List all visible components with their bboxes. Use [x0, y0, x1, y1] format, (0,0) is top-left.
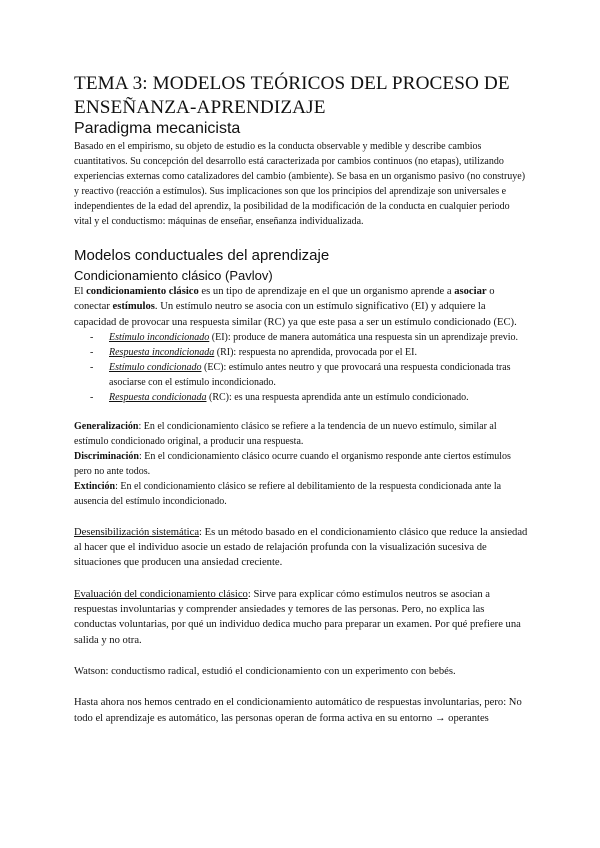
spacer [74, 679, 528, 695]
list-item [90, 330, 528, 345]
term-description: (RI): respuesta no aprendida, provocada por el EI. [214, 346, 417, 358]
evaluation-paragraph [74, 587, 528, 648]
section-heading-behavioral-models: Modelos conductuales del aprendizaje [74, 247, 330, 264]
spacer [74, 571, 528, 587]
definition-text: : En el condicionamiento clásico ocurre cuando el organismo responde ante ciertos estímulos pero no ante todos. [74, 450, 511, 477]
desensitization-term: Desensibilización sistemática [74, 526, 200, 538]
list-item [90, 345, 528, 360]
definition-extinction [74, 479, 528, 509]
term-unconditioned-stimulus: Estímulo incondicionado [109, 331, 210, 343]
spacer [74, 509, 528, 525]
desensitization-paragraph [74, 525, 528, 571]
term-description: (EC): estímulo antes neutro y que provocará una respuesta condicionada tras asociarse con el estímulo incondicionado. [109, 361, 511, 388]
subheading-classical-conditioning: Condicionamiento clásico (Pavlov) [74, 268, 273, 283]
definition-generalization [74, 419, 528, 449]
definition-discrimination [74, 449, 528, 479]
conditioning-terms-list [74, 330, 528, 405]
term-conditioned-stimulus: Estímulo condicionado [109, 361, 202, 373]
section-heading-mechanistic: Paradigma mecanicista [74, 120, 241, 137]
desensitization-text: : Es un método basado en el condicionamiento clásico que reduce la ansiedad al hacer que el individuo asocie un estado de relajación profunda con la visualización sucesiva de situaciones que producen una ansiedad creciente. [74, 526, 528, 569]
term-conditioned-response: Respuesta condicionada [109, 391, 207, 403]
intro-text-2: es un tipo de aprendizaje en el que un organismo aprende a [198, 286, 455, 297]
spacer [74, 405, 528, 419]
list-item [90, 360, 528, 390]
list-item [90, 390, 528, 405]
mechanistic-paragraph: Basado en el empirismo, su objeto de estudio es la conducta observable y medible y describe cambios cuantitativos. Su concepción del desarrollo está caracterizada por cambios continuos (no etapas), utilizando experiencias externas como catalizadores del cambio (ambiente). Se basa en un organismo pasivo (no construye) y reactivo (reacción a estímulos). Sus implicaciones son que los principios del aprendizaje son universales e independientes de la edad del aprendiz, la posibilidad de la modificación de la conducta en cualquier periodo vital y el conductismo: máquinas de enseñar, enseñanza individualizada. [74, 141, 526, 227]
definition-term: Generalización [74, 420, 139, 432]
intro-bold-stimuli: estímulos [112, 301, 155, 313]
evaluation-text: : Sirve para explicar cómo estímulos neutros se asocian a respuestas involuntarias y comprender ansiedades y temores de las personas. Pero, no explica las conductas voluntarias, por qué un individuo dedica mucho para preparar un examen. Por qué prefiere una salida y no otra. [74, 588, 521, 646]
term-unconditioned-response: Respuesta incondicionada [109, 346, 215, 358]
closing-paragraph: Hasta ahora nos hemos centrado en el condicionamiento automático de respuestas involuntarias, pero: No todo el aprendizaje es automático, las personas operan de forma activa en su entorno → operantes [74, 697, 522, 724]
definition-term: Extinción [74, 480, 116, 492]
definition-text: : En el condicionamiento clásico se refiere al debilitamiento de la respuesta condicionada ante la ausencia del estímulo incondicionado. [74, 480, 502, 507]
classical-conditioning-intro [74, 284, 528, 330]
term-description: (RC): es una respuesta aprendida ante un estímulo condicionado. [206, 391, 469, 403]
watson-paragraph: Watson: conductismo radical, estudió el condicionamiento con un experimento con bebés. [74, 665, 456, 677]
definition-term: Discriminación [74, 450, 139, 462]
document-title: TEMA 3: MODELOS TEÓRICOS DEL PROCESO DE ENSEÑANZA-APRENDIZAJE [74, 73, 510, 118]
intro-bold-associate: asociar [454, 286, 487, 297]
intro-text-3: o conectar [74, 286, 495, 313]
evaluation-term: Evaluación del condicionamiento clásico [74, 588, 248, 600]
spacer [74, 648, 528, 664]
definition-text: : En el condicionamiento clásico se refiere a la tendencia de un nuevo estímulo, similar al estímulo condicionado original, a producir una respuesta. [74, 420, 497, 447]
intro-text-1: El [74, 286, 87, 297]
term-description: (EI): produce de manera automática una respuesta sin un aprendizaje previo. [209, 331, 519, 343]
intro-bold-classical-conditioning: condicionamiento clásico [86, 286, 199, 297]
intro-text-4: . Un estímulo neutro se asocia con un estímulo significativo (EI) y adquiere la capacidad de provocar una respuesta similar (RC) ya que este pasa a ser un estímulo condicionado (EC). [74, 301, 517, 328]
